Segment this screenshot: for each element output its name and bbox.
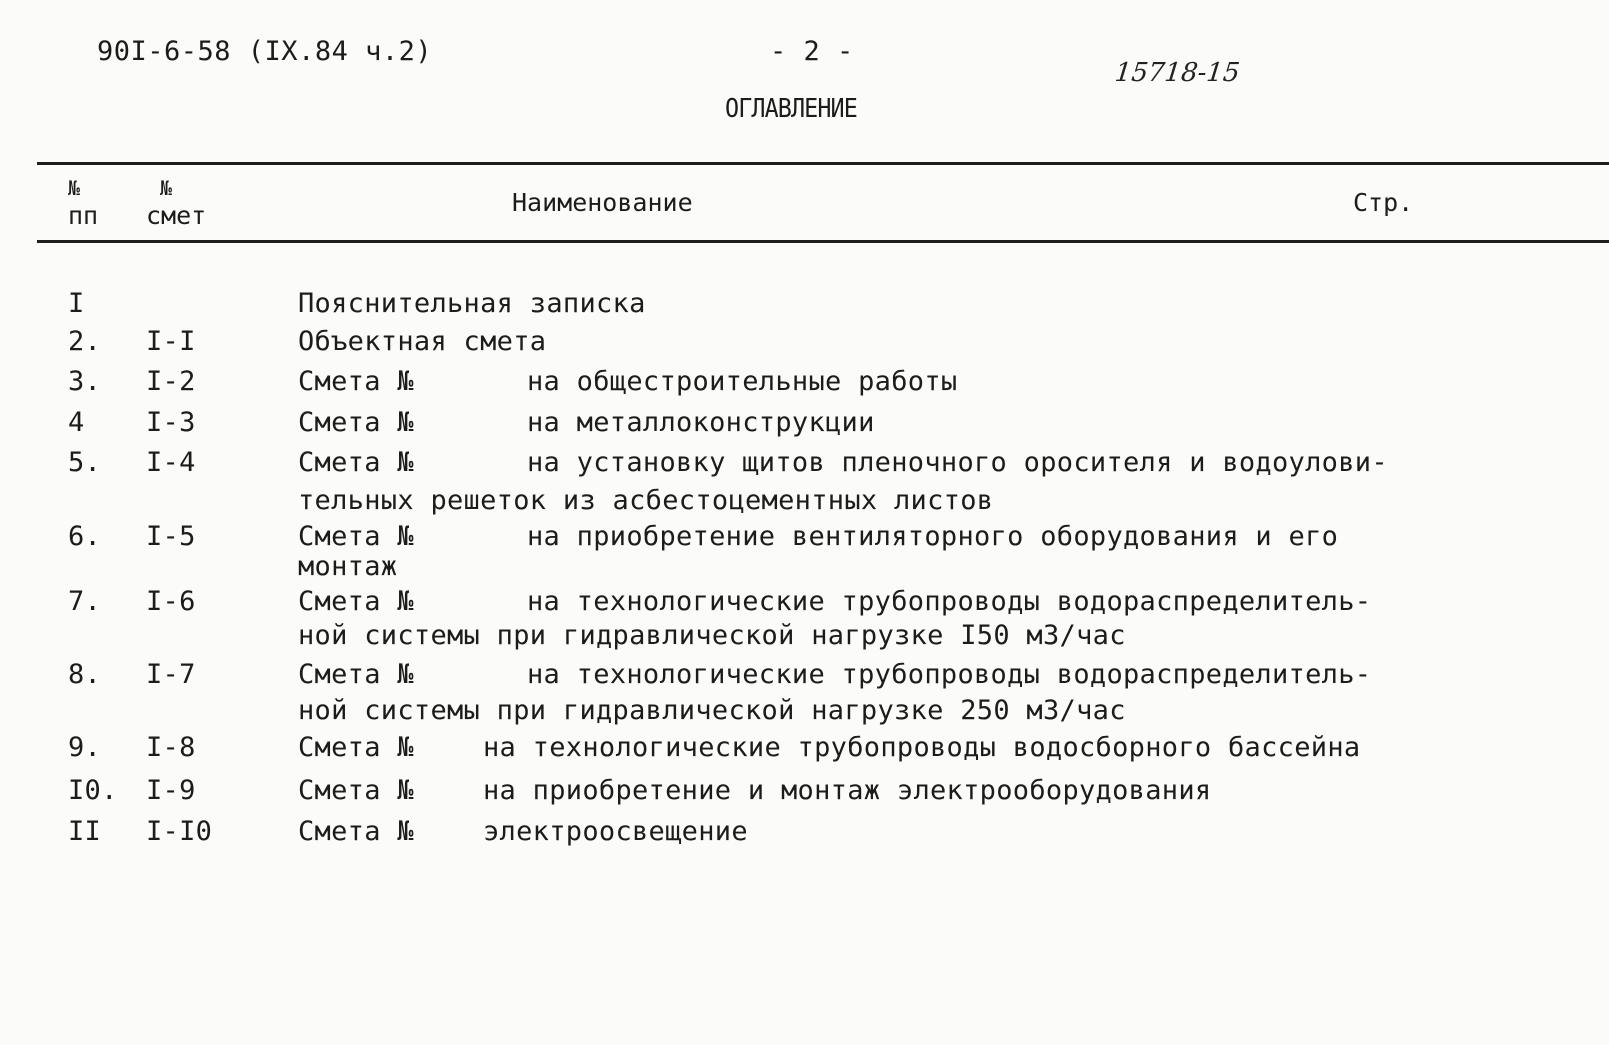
row-number: 5. <box>68 447 102 478</box>
column-header-no: пп <box>68 201 99 230</box>
estimate-number: I-7 <box>146 659 196 690</box>
estimate-number: I-4 <box>146 447 196 478</box>
page-title: ОГЛАВЛЕНИЕ <box>725 94 857 124</box>
row-number: 7. <box>68 586 102 617</box>
row-text-continuation: монтаж <box>298 551 398 582</box>
row-text-continuation: ной системы при гидравлической нагрузке 250 м3/час <box>298 695 1126 726</box>
table-row <box>0 409 1609 443</box>
row-number: 9. <box>68 732 102 763</box>
estimate-number: I-I <box>146 326 196 357</box>
estimate-number: I-3 <box>146 407 196 438</box>
row-text: на приобретение вентиляторного оборудования и его <box>527 521 1339 552</box>
table-header-rule <box>37 240 1609 243</box>
row-number: 2. <box>68 326 102 357</box>
row-text: на технологические трубопроводы водораспределитель- <box>527 659 1372 690</box>
estimate-kind: Смета № <box>298 775 414 806</box>
estimate-number: I-9 <box>146 775 196 806</box>
estimate-kind: Смета № <box>298 366 414 397</box>
table-row <box>0 290 1609 324</box>
column-header-page: Стр. <box>1353 188 1414 217</box>
column-header-estimate-symbol: № <box>160 176 173 200</box>
document-code: 90I-6-58 (IX.84 ч.2) <box>97 36 433 67</box>
row-text: на общестроительные работы <box>527 366 958 397</box>
row-text: Пояснительная записка <box>298 288 646 319</box>
row-number: I0. <box>68 775 118 806</box>
estimate-number: I-5 <box>146 521 196 552</box>
row-text-continuation: ной системы при гидравлической нагрузке I50 м3/час <box>298 620 1126 651</box>
table-row <box>0 588 1609 622</box>
table-row-continuation <box>0 553 1609 587</box>
column-header-estimate: смет <box>146 201 207 230</box>
estimate-kind: Смета № <box>298 816 414 847</box>
estimate-kind: Смета № <box>298 407 414 438</box>
table-row <box>0 818 1609 852</box>
row-text: на установку щитов пленочного оросителя и водоулови- <box>527 447 1388 478</box>
row-text: на технологические трубопроводы водосборного бассейна <box>483 732 1361 763</box>
table-row <box>0 777 1609 811</box>
row-text-continuation: тельных решеток из асбестоцементных листов <box>298 485 994 516</box>
row-number: 3. <box>68 366 102 397</box>
table-row <box>0 368 1609 402</box>
row-number: 4 <box>68 407 85 438</box>
table-row <box>0 734 1609 768</box>
column-header-name: Наименование <box>512 188 693 217</box>
row-number: II <box>68 816 102 847</box>
table-row-continuation <box>0 622 1609 656</box>
table-row-continuation <box>0 697 1609 731</box>
estimate-kind: Смета № <box>298 659 414 690</box>
table-row <box>0 449 1609 483</box>
estimate-kind: Смета № <box>298 586 414 617</box>
row-number: 8. <box>68 659 102 690</box>
row-number: I <box>68 288 85 319</box>
table-row <box>0 523 1609 557</box>
estimate-kind: Смета № <box>298 447 414 478</box>
row-text: на металлоконструкции <box>527 407 875 438</box>
table-top-rule <box>37 162 1609 165</box>
estimate-number: I-2 <box>146 366 196 397</box>
handwritten-number: 15718-15 <box>1113 58 1242 88</box>
estimate-number: I-6 <box>146 586 196 617</box>
page-number: - 2 - <box>770 36 854 67</box>
estimate-number: I-8 <box>146 732 196 763</box>
table-row <box>0 661 1609 695</box>
row-number: 6. <box>68 521 102 552</box>
table-row-continuation <box>0 487 1609 521</box>
row-text: электроосвещение <box>483 816 748 847</box>
row-text: на технологические трубопроводы водораспределитель- <box>527 586 1372 617</box>
row-text: Объектная смета <box>298 326 547 357</box>
column-header-no-symbol: № <box>68 176 81 200</box>
estimate-kind: Смета № <box>298 521 414 552</box>
estimate-number: I-I0 <box>146 816 213 847</box>
row-text: на приобретение и монтаж электрооборудования <box>483 775 1212 806</box>
estimate-kind: Смета № <box>298 732 414 763</box>
table-row <box>0 328 1609 362</box>
